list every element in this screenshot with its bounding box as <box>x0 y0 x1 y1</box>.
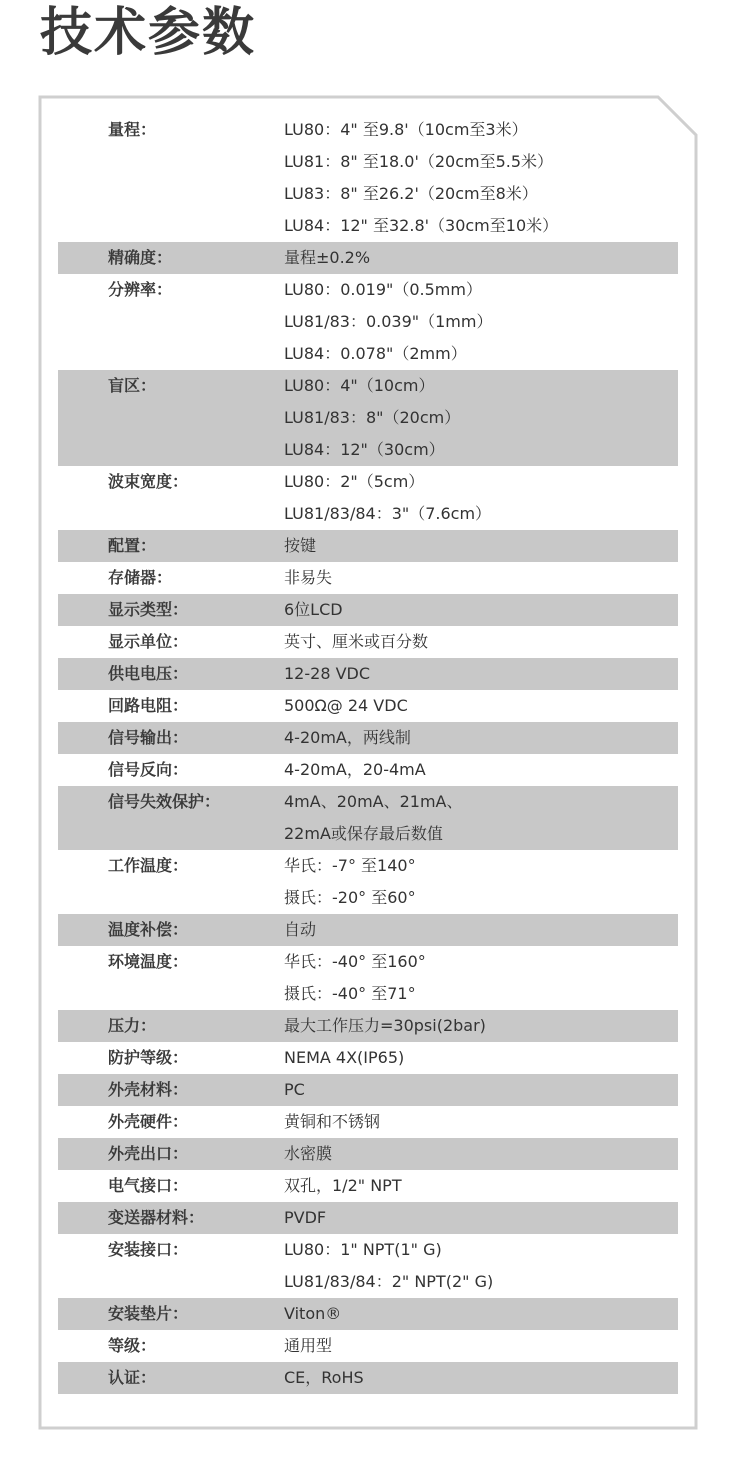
spec-value: LU83：8" 至26.2'（20cm至8米） <box>284 184 538 203</box>
spec-value: 12-28 VDC <box>284 664 371 683</box>
spec-row <box>58 1138 678 1170</box>
spec-value: 水密膜 <box>284 1144 333 1163</box>
spec-row <box>58 658 678 690</box>
spec-value: LU80：0.019"（0.5mm） <box>284 280 482 299</box>
spec-values <box>284 690 678 722</box>
spec-label: 温度补偿： <box>108 920 189 939</box>
spec-label: 精确度： <box>108 248 173 267</box>
spec-label: 防护等级： <box>108 1048 189 1067</box>
spec-value: 非易失 <box>284 568 333 587</box>
spec-values <box>284 274 678 370</box>
spec-value: LU81/83/84：3"（7.6cm） <box>284 504 492 523</box>
spec-value: LU84：12" 至32.8'（30cm至10米） <box>284 216 559 235</box>
spec-values <box>284 1202 678 1234</box>
spec-row <box>58 114 678 242</box>
spec-row <box>58 1202 678 1234</box>
spec-values <box>284 466 678 530</box>
spec-label: 认证： <box>108 1368 157 1387</box>
spec-values <box>284 722 678 754</box>
spec-row <box>58 1170 678 1202</box>
spec-values <box>284 562 678 594</box>
spec-row <box>58 1298 678 1330</box>
spec-value: 4-20mA，两线制 <box>284 728 411 747</box>
spec-value: PC <box>284 1080 305 1099</box>
spec-values <box>284 1074 678 1106</box>
spec-value: 自动 <box>284 920 317 939</box>
spec-values <box>284 850 678 914</box>
spec-label: 显示类型： <box>108 600 189 619</box>
spec-row <box>58 370 678 466</box>
spec-label: 变送器材料： <box>108 1208 205 1227</box>
spec-values <box>284 626 678 658</box>
spec-value: LU84：12"（30cm） <box>284 440 445 459</box>
spec-label: 外壳出口： <box>108 1144 189 1163</box>
spec-label: 波束宽度： <box>108 472 189 491</box>
spec-row <box>58 1042 678 1074</box>
spec-row <box>58 1362 678 1394</box>
spec-value: 双孔，1/2" NPT <box>284 1176 402 1195</box>
spec-value: LU80：4"（10cm） <box>284 376 435 395</box>
spec-label: 存储器： <box>108 568 173 587</box>
spec-value: LU80：2"（5cm） <box>284 472 425 491</box>
spec-row <box>58 722 678 754</box>
spec-value: 按键 <box>284 536 317 555</box>
spec-values <box>284 1138 678 1170</box>
spec-value: 摄氏：-40° 至71° <box>284 984 416 1003</box>
spec-values <box>284 1298 678 1330</box>
spec-label: 安装垫片： <box>108 1304 189 1323</box>
spec-values <box>284 242 678 274</box>
spec-label: 外壳材料： <box>108 1080 189 1099</box>
spec-value: 摄氏：-20° 至60° <box>284 888 416 907</box>
spec-value: NEMA 4X(IP65) <box>284 1048 405 1067</box>
spec-values <box>284 914 678 946</box>
spec-value: 量程±0.2% <box>284 248 371 267</box>
spec-label: 信号反向： <box>108 760 189 779</box>
spec-value: 英寸、厘米或百分数 <box>284 632 429 651</box>
spec-row <box>58 1010 678 1042</box>
spec-value: LU81/83：0.039"（1mm） <box>284 312 493 331</box>
spec-row <box>58 530 678 562</box>
spec-value: 4-20mA，20-4mA <box>284 760 426 779</box>
spec-row <box>58 466 678 530</box>
spec-values <box>284 1010 678 1042</box>
spec-row <box>58 786 678 850</box>
spec-table <box>58 114 678 1394</box>
spec-values <box>284 114 678 242</box>
spec-values <box>284 658 678 690</box>
spec-row <box>58 914 678 946</box>
spec-values <box>284 1106 678 1138</box>
spec-row <box>58 946 678 1010</box>
spec-label: 信号输出： <box>108 728 189 747</box>
page-title: 技术参数 <box>40 3 257 63</box>
spec-label: 供电电压： <box>108 664 189 683</box>
spec-value: CE，RoHS <box>284 1368 364 1387</box>
spec-label: 分辨率： <box>108 280 173 299</box>
spec-label: 显示单位： <box>108 632 189 651</box>
spec-value: 最大工作压力=30psi(2bar) <box>284 1016 486 1035</box>
spec-values <box>284 1042 678 1074</box>
spec-values <box>284 1330 678 1362</box>
spec-label: 回路电阻： <box>108 696 189 715</box>
spec-value: 6位LCD <box>284 600 343 619</box>
spec-row <box>58 1074 678 1106</box>
spec-value: PVDF <box>284 1208 327 1227</box>
spec-values <box>284 1362 678 1394</box>
spec-values <box>284 1234 678 1298</box>
spec-value: LU80：4" 至9.8'（10cm至3米） <box>284 120 528 139</box>
spec-label: 工作温度： <box>108 856 189 875</box>
spec-label: 压力： <box>108 1016 157 1035</box>
spec-label: 外壳硬件： <box>108 1112 189 1131</box>
spec-row <box>58 1234 678 1298</box>
spec-values <box>284 594 678 626</box>
spec-values <box>284 786 678 850</box>
spec-row <box>58 626 678 658</box>
spec-label: 配置： <box>108 536 157 555</box>
spec-values <box>284 946 678 1010</box>
spec-values <box>284 1170 678 1202</box>
spec-value: 黄铜和不锈钢 <box>284 1112 381 1131</box>
spec-row <box>58 1330 678 1362</box>
spec-value: 通用型 <box>284 1336 333 1355</box>
spec-row <box>58 594 678 626</box>
spec-value: 华氏：-40° 至160° <box>284 952 426 971</box>
spec-values <box>284 754 678 786</box>
spec-value: LU81/83/84：2" NPT(2" G) <box>284 1272 494 1291</box>
spec-row <box>58 274 678 370</box>
spec-value: LU80：1" NPT(1" G) <box>284 1240 442 1259</box>
spec-row <box>58 1106 678 1138</box>
spec-value: LU81：8" 至18.0'（20cm至5.5米） <box>284 152 554 171</box>
spec-value: LU81/83：8"（20cm） <box>284 408 461 427</box>
spec-row <box>58 562 678 594</box>
spec-value: 500Ω@ 24 VDC <box>284 696 408 715</box>
spec-label: 量程： <box>108 120 157 139</box>
spec-values <box>284 530 678 562</box>
spec-row <box>58 242 678 274</box>
spec-label: 盲区： <box>108 376 157 395</box>
spec-label: 环境温度： <box>108 952 189 971</box>
spec-label: 等级： <box>108 1336 157 1355</box>
spec-values <box>284 370 678 466</box>
spec-label: 电气接口： <box>108 1176 189 1195</box>
spec-table-frame <box>38 95 698 1430</box>
spec-row <box>58 850 678 914</box>
spec-row <box>58 690 678 722</box>
spec-value: LU84：0.078"（2mm） <box>284 344 467 363</box>
spec-value: 4mA、20mA、21mA、 <box>284 792 463 811</box>
spec-value: 22mA或保存最后数值 <box>284 824 443 843</box>
spec-row <box>58 754 678 786</box>
spec-value: 华氏：-7° 至140° <box>284 856 416 875</box>
spec-value: Viton® <box>284 1304 342 1323</box>
spec-label: 安装接口： <box>108 1240 189 1259</box>
spec-label: 信号失效保护： <box>108 792 221 811</box>
